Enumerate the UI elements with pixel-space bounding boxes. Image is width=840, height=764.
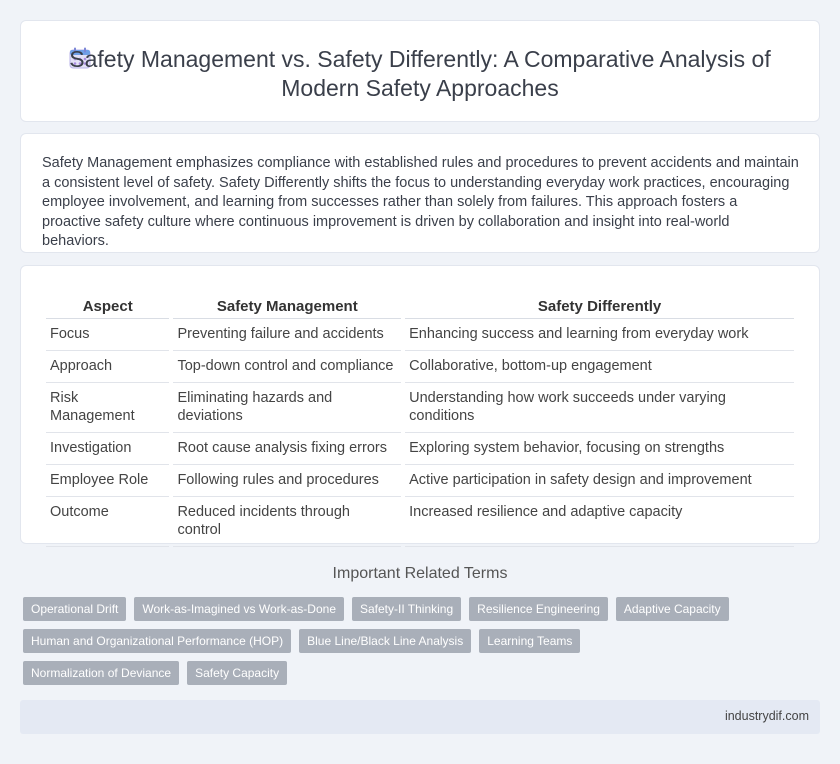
cell-safety-differently: Understanding how work succeeds under varying conditions — [405, 383, 794, 433]
title-wrap — [21, 45, 819, 103]
table-row — [46, 319, 794, 351]
tag-safety-capacity[interactable]: Safety Capacity — [187, 661, 287, 685]
cell-safety-management: Reduced incidents through control — [173, 497, 401, 547]
cell-safety-differently: Exploring system behavior, focusing on strengths — [405, 433, 794, 465]
header-card — [20, 20, 820, 122]
footer-site-link[interactable]: industrydif.com — [724, 709, 809, 723]
cell-aspect: Approach — [46, 351, 169, 383]
cell-safety-differently: Active participation in safety design and improvement — [405, 465, 794, 497]
header-safety-management: Safety Management — [173, 296, 401, 319]
tag-normalization-of-deviance[interactable]: Normalization of Deviance — [23, 661, 179, 685]
header-aspect: Aspect — [46, 296, 169, 319]
cell-safety-management: Preventing failure and accidents — [173, 319, 401, 351]
table-row — [46, 465, 794, 497]
cell-aspect: Focus — [46, 319, 169, 351]
tag-hop[interactable]: Human and Organizational Performance (HOP) — [23, 629, 291, 653]
cell-safety-differently: Increased resilience and adaptive capacity — [405, 497, 794, 547]
intro-card — [20, 133, 820, 253]
tag-adaptive-capacity[interactable]: Adaptive Capacity — [616, 597, 729, 621]
cell-safety-differently: Collaborative, bottom-up engagement — [405, 351, 794, 383]
cell-aspect: Investigation — [46, 433, 169, 465]
table-row — [46, 351, 794, 383]
table-row — [46, 497, 794, 547]
related-terms-list — [23, 597, 743, 685]
footer — [20, 700, 820, 734]
tag-blue-line-black-line[interactable]: Blue Line/Black Line Analysis — [299, 629, 471, 653]
comparison-table — [42, 296, 798, 547]
table-row — [46, 433, 794, 465]
related-terms-heading: Important Related Terms — [332, 565, 508, 582]
cell-aspect: Employee Role — [46, 465, 169, 497]
page-title: Safety Management vs. Safety Differently: A Comparative Analysis of Modern Safety Approaches — [69, 46, 771, 101]
cell-safety-management: Eliminating hazards and deviations — [173, 383, 401, 433]
tag-work-as-imagined[interactable]: Work-as-Imagined vs Work-as-Done — [134, 597, 344, 621]
tag-resilience-engineering[interactable]: Resilience Engineering — [469, 597, 608, 621]
header-safety-differently: Safety Differently — [405, 296, 794, 319]
tag-safety-ii-thinking[interactable]: Safety-II Thinking — [352, 597, 461, 621]
cell-aspect: Outcome — [46, 497, 169, 547]
comparison-card — [20, 265, 820, 544]
cell-safety-management: Following rules and procedures — [173, 465, 401, 497]
cell-safety-management: Root cause analysis fixing errors — [173, 433, 401, 465]
tag-learning-teams[interactable]: Learning Teams — [479, 629, 580, 653]
cell-safety-management: Top-down control and compliance — [173, 351, 401, 383]
table-row — [46, 383, 794, 433]
cell-safety-differently: Enhancing success and learning from everyday work — [405, 319, 794, 351]
cell-aspect: Risk Management — [46, 383, 169, 433]
intro-paragraph: Safety Management emphasizes compliance with established rules and procedures to prevent accidents and maintain a consistent level of safety. Safety Differently shifts the focus to understanding everyday work practices, encouraging employee involvement, and learning from successes rather than solely from failures. This approach fosters a proactive safety culture where continuous improvement is driven by collaboration and insight into real-world behaviors. — [42, 155, 799, 249]
table-header-row — [46, 296, 794, 319]
tag-operational-drift[interactable]: Operational Drift — [23, 597, 126, 621]
